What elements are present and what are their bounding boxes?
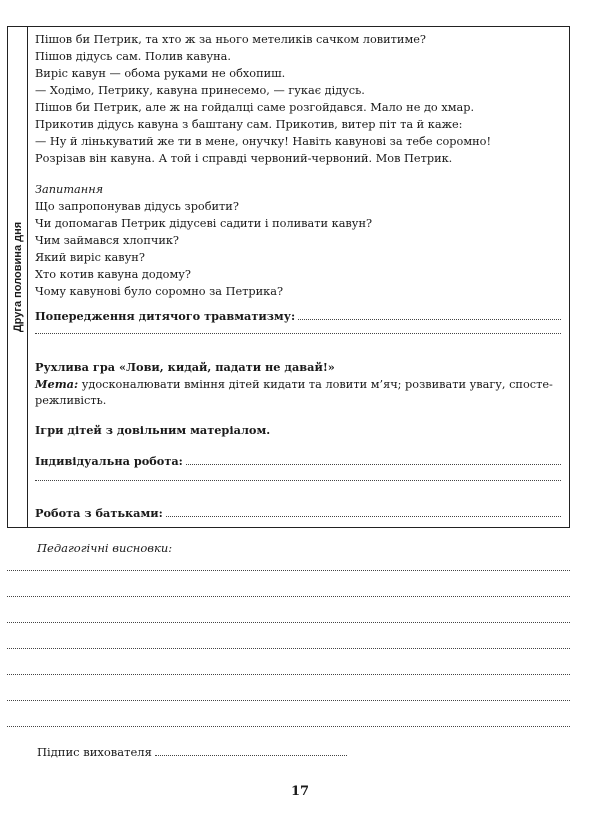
conclusions-line[interactable] [7, 622, 570, 623]
goal-label: Мета: [35, 377, 79, 391]
parents-work-label: Робота з батьками: [35, 506, 163, 520]
individual-work-extra-line[interactable] [35, 479, 561, 481]
injury-prevention-extra-line[interactable] [35, 332, 561, 334]
question-item: Хто котив кавуна додому? [35, 268, 191, 281]
game-goal-continued: режливість. [35, 394, 107, 407]
story-line: Пішов би Петрик, та хто ж за нього метеликів сачком ловитиме? [35, 33, 426, 46]
game-goal [35, 376, 553, 393]
page-number: 17 [290, 784, 310, 799]
individual-work-label: Індивідуальна робота: [35, 454, 183, 468]
injury-prevention-input[interactable] [298, 309, 561, 320]
injury-prevention-label: Попередження дитячого травматизму: [35, 309, 296, 323]
story-line: — Ну й лінькуватий же ти в мене, онучку! Навіть кавунові за тебе соромно! [35, 135, 491, 148]
question-item: Чому кавунові було соромно за Петрика? [35, 285, 284, 298]
story-line: Розрізав він кавуна. А той і справді червоний-червоний. Мов Петрик. [35, 152, 453, 165]
conclusions-line[interactable] [7, 700, 570, 701]
conclusions-line[interactable] [7, 648, 570, 649]
plan-table [7, 26, 570, 528]
story-line: Пішов би Петрик, але ж на гойдалці саме розгойдався. Мало не до хмар. [35, 101, 475, 114]
injury-prevention-field [35, 308, 561, 324]
free-games-label: Ігри дітей з довільним матеріалом. [35, 423, 271, 437]
teacher-signature-field [37, 745, 347, 759]
teacher-signature-label: Підпис вихователя [37, 745, 152, 759]
parents-work-input[interactable] [166, 506, 561, 517]
teacher-signature-input[interactable] [155, 747, 347, 756]
parents-work-field [35, 505, 561, 521]
goal-text: удосконалювати вміння дітей кидати та ловити м’яч; розвивати увагу, спосте- [78, 378, 553, 391]
conclusions-line[interactable] [7, 726, 570, 727]
question-item: Який виріс кавун? [35, 251, 145, 264]
story-line: Прикотив дідусь кавуна з баштану сам. Прикотив, витер піт та й каже: [35, 118, 463, 131]
conclusions-line[interactable] [7, 674, 570, 675]
question-item: Чим займався хлопчик? [35, 234, 179, 247]
story-line: Пішов дідусь сам. Полив кавуна. [35, 50, 231, 63]
story-line: — Ходімо, Петрику, кавуна принесемо, — гукає дідусь. [35, 84, 365, 97]
question-item: Чи допомагав Петрик дідусеві садити і поливати кавун? [35, 217, 373, 230]
conclusions-line[interactable] [7, 570, 570, 571]
game-title: Рухлива гра «Лови, кидай, падати не давай!» [35, 360, 335, 374]
pedagogical-conclusions-label: Педагогічні висновки: [37, 541, 173, 555]
conclusions-line[interactable] [7, 596, 570, 597]
section-label: Друга половина дня [11, 221, 24, 333]
questions-title: Запитання [35, 183, 104, 196]
individual-work-field [35, 453, 561, 469]
story-line: Виріс кавун — обома руками не обхопиш. [35, 67, 286, 80]
individual-work-input[interactable] [186, 454, 561, 465]
section-side-column [8, 27, 28, 527]
question-item: Що запропонував дідусь зробити? [35, 200, 239, 213]
